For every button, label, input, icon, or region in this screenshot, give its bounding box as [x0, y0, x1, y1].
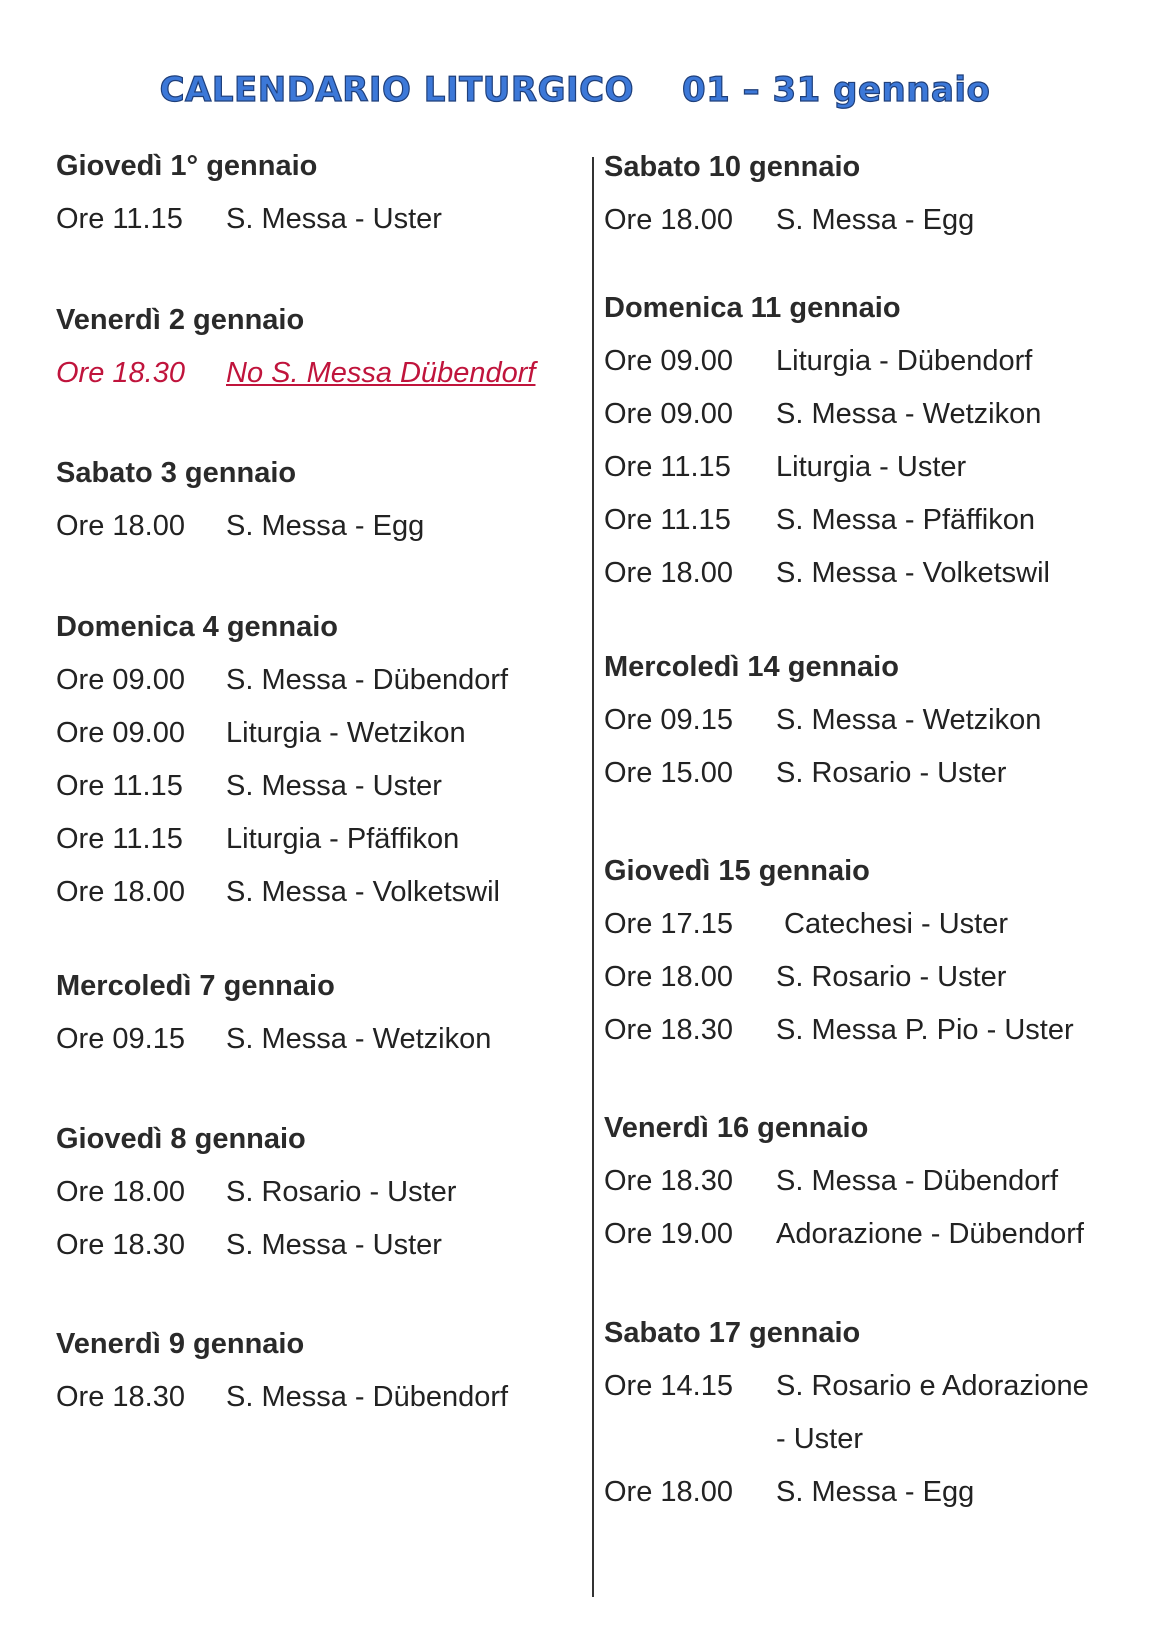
entry-desc: Liturgia - Dübendorf [776, 345, 1033, 377]
entry-time: Ore 18.30 [56, 1381, 185, 1413]
entry-time: Ore 09.00 [56, 664, 185, 696]
entry-desc: S. Rosario - Uster [226, 1176, 457, 1208]
schedule-entry [604, 1466, 1134, 1519]
entry-time: Ore 09.00 [604, 345, 733, 377]
entry-time: Ore 19.00 [604, 1218, 733, 1250]
schedule-entry [604, 547, 1134, 600]
day-block [56, 960, 576, 1066]
entry-desc: S. Messa - Uster [226, 770, 442, 802]
schedule-entry [56, 866, 576, 919]
day-block [56, 1318, 576, 1424]
entry-desc: Adorazione - Dübendorf [776, 1218, 1084, 1250]
entry-time: Ore 09.15 [56, 1023, 185, 1055]
entry-time: Ore 18.00 [56, 876, 185, 908]
entry-desc: Catechesi - Uster [784, 908, 1009, 940]
entry-time: Ore 11.15 [56, 770, 183, 802]
entry-time: Ore 14.15 [604, 1370, 733, 1402]
entry-desc: S. Messa - Volketswil [776, 557, 1050, 589]
entry-desc: S. Messa - Wetzikon [226, 1023, 492, 1055]
entry-desc: S. Rosario e Adorazione [776, 1370, 1089, 1402]
entry-time: Ore 18.00 [604, 1476, 733, 1508]
entry-desc: S. Rosario - Uster [776, 757, 1007, 789]
day-block [56, 140, 576, 246]
day-title: Giovedì 15 gennaio [604, 855, 870, 887]
schedule-entry [604, 1004, 1134, 1057]
entry-time: Ore 18.00 [56, 510, 185, 542]
schedule-entry [604, 194, 1134, 247]
day-title: Giovedì 8 gennaio [56, 1123, 306, 1155]
entry-desc: S. Rosario - Uster [776, 961, 1007, 993]
entry-time: Ore 17.15 [604, 908, 733, 940]
day-title: Sabato 3 gennaio [56, 457, 297, 489]
day-title: Domenica 11 gennaio [604, 292, 901, 324]
entry-desc: S. Messa - Wetzikon [776, 704, 1042, 736]
schedule-entry [56, 813, 576, 866]
entry-desc: Liturgia - Uster [776, 451, 967, 483]
schedule-entry [56, 707, 576, 760]
entry-desc: S. Messa P. Pio - Uster [776, 1014, 1074, 1046]
entry-desc: S. Messa - Dübendorf [776, 1165, 1059, 1197]
schedule-entry [604, 335, 1134, 388]
day-title: Giovedì 1° gennaio [56, 150, 318, 182]
entry-desc: S. Messa - Uster [226, 203, 442, 235]
schedule-entry [56, 1013, 576, 1066]
entry-desc: S. Messa - Egg [776, 204, 975, 236]
day-block [604, 641, 1134, 800]
entry-time: Ore 18.00 [604, 557, 733, 589]
schedule-entry [56, 654, 576, 707]
schedule-entry [56, 1219, 576, 1272]
day-title: Venerdì 9 gennaio [56, 1328, 305, 1360]
entry-desc: S. Messa - Wetzikon [776, 398, 1042, 430]
title-main: CALENDARIO LITURGICO [159, 70, 635, 110]
schedule-entry [604, 694, 1134, 747]
entry-desc: S. Messa - Uster [226, 1229, 442, 1261]
schedule-entry [604, 494, 1134, 547]
day-block [604, 1307, 1134, 1519]
schedule-entry-continuation [604, 1413, 1134, 1466]
column-divider [592, 157, 594, 1597]
entry-desc: S. Messa - Pfäffikon [776, 504, 1035, 536]
entry-time: Ore 09.00 [56, 717, 185, 749]
schedule-entry [604, 1155, 1134, 1208]
day-title: Venerdì 2 gennaio [56, 304, 305, 336]
cancelled-entry [56, 347, 576, 400]
entry-time: Ore 11.15 [56, 203, 183, 235]
day-title: Mercoledì 7 gennaio [56, 970, 335, 1002]
entry-time: Ore 18.30 [56, 357, 185, 389]
schedule-entry [604, 747, 1134, 800]
entry-desc: Liturgia - Wetzikon [226, 717, 466, 749]
entry-time: Ore 18.00 [604, 204, 733, 236]
schedule-entry [604, 388, 1134, 441]
day-block [56, 1113, 576, 1272]
entry-desc: S. Messa - Dübendorf [226, 664, 509, 696]
day-title: Venerdì 16 gennaio [604, 1112, 869, 1144]
schedule-entry [56, 760, 576, 813]
schedule-entry [604, 898, 1134, 951]
entry-desc: S. Messa - Volketswil [226, 876, 500, 908]
schedule-entry [604, 1208, 1134, 1261]
entry-time: Ore 18.30 [604, 1014, 733, 1046]
entry-time: Ore 15.00 [604, 757, 733, 789]
entry-time: Ore 09.00 [604, 398, 733, 430]
entry-desc: S. Messa - Dübendorf [226, 1381, 509, 1413]
day-title: Sabato 10 gennaio [604, 151, 861, 183]
entry-time: Ore 18.30 [604, 1165, 733, 1197]
entry-desc: S. Messa - Egg [226, 510, 425, 542]
day-block [604, 845, 1134, 1057]
entry-time: Ore 18.30 [56, 1229, 185, 1261]
entry-time: Ore 18.00 [604, 961, 733, 993]
entry-time: Ore 09.15 [604, 704, 733, 736]
entry-time: Ore 11.15 [56, 823, 183, 855]
entry-desc: Liturgia - Pfäffikon [226, 823, 460, 855]
day-block [56, 601, 576, 919]
title-range: 01 – 31 gennaio [682, 70, 991, 110]
day-block [604, 282, 1134, 600]
day-block [56, 447, 576, 553]
entry-desc: S. Messa - Egg [776, 1476, 975, 1508]
schedule-entry [604, 441, 1134, 494]
schedule-entry [604, 951, 1134, 1004]
entry-desc: No S. Messa Dübendorf [226, 357, 536, 389]
day-title: Domenica 4 gennaio [56, 611, 339, 643]
day-title: Mercoledì 14 gennaio [604, 651, 899, 683]
day-title: Sabato 17 gennaio [604, 1317, 861, 1349]
schedule-entry [56, 193, 576, 246]
page-title [0, 70, 1150, 110]
day-block [604, 1102, 1134, 1261]
entry-time: Ore 18.00 [56, 1176, 185, 1208]
day-block [604, 141, 1134, 247]
entry-time: Ore 11.15 [604, 504, 731, 536]
schedule-entry [604, 1360, 1134, 1413]
schedule-entry [56, 1371, 576, 1424]
schedule-entry [56, 500, 576, 553]
entry-desc: - Uster [776, 1423, 863, 1455]
entry-time: Ore 11.15 [604, 451, 731, 483]
day-block [56, 294, 576, 400]
schedule-entry [56, 1166, 576, 1219]
